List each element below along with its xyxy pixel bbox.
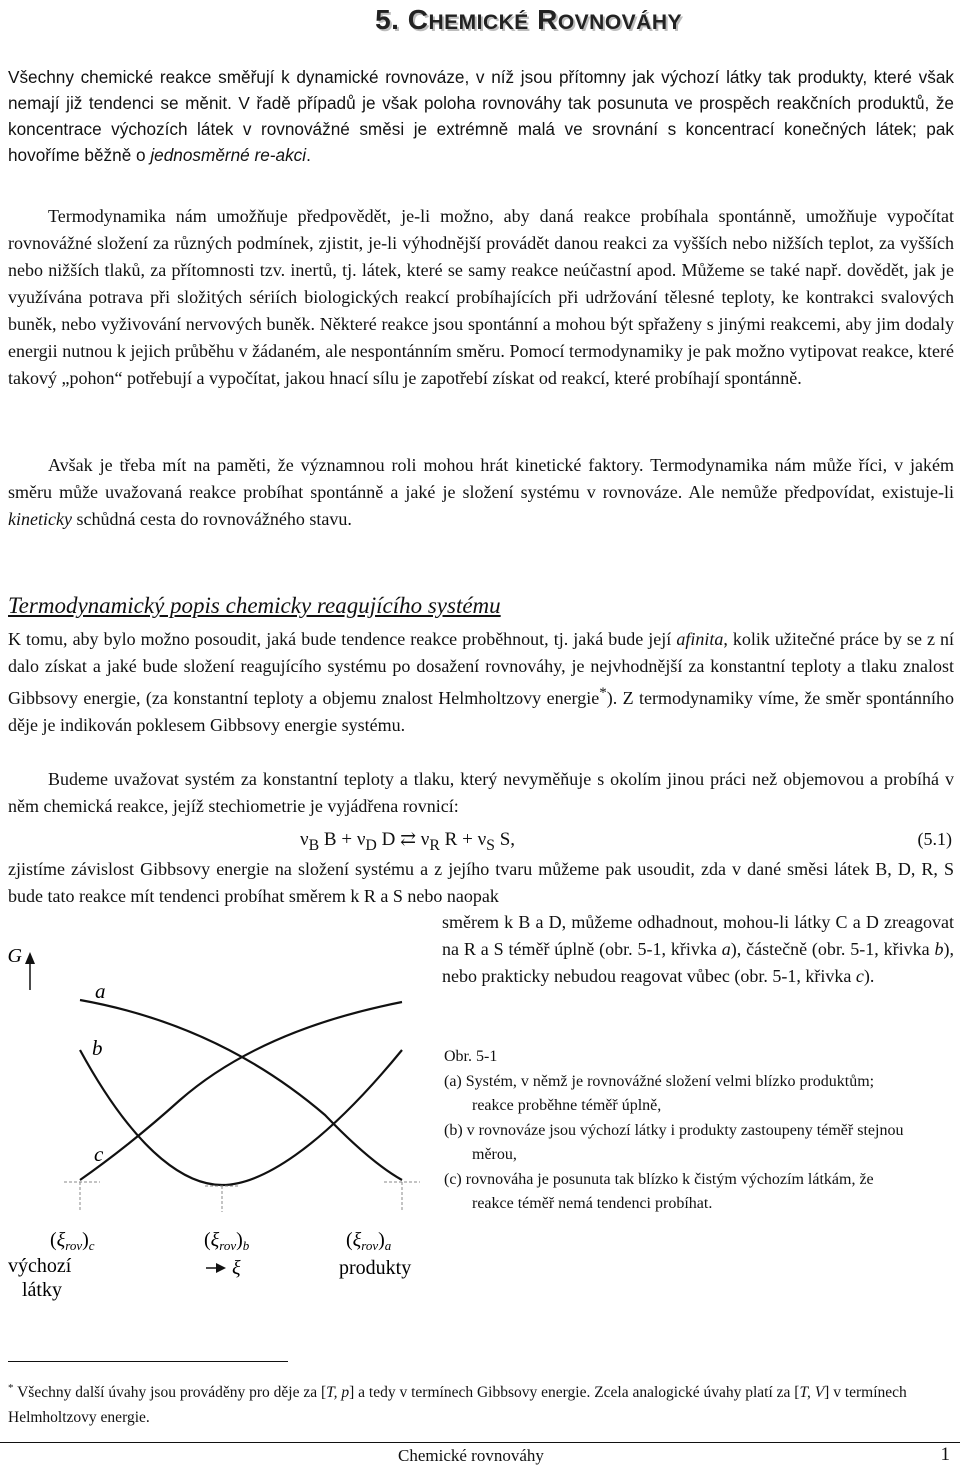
caption-title: Obr. 5-1 [444,1048,498,1065]
curve-a-label: a [95,979,106,1003]
chapter-title: 5. CHEMICKÉ ROVNOVÁHY [375,4,682,35]
section-heading: Termodynamický popis chemicky reagujícího systému [8,593,501,618]
xi-rov-c-label: $(\xi_{rov})_c$ [50,1229,95,1253]
paragraph-system: Budeme uvažovat systém za konstantní teploty a tlaku, který nevyměňuje s okolím jinou práci než objemovou a probíhá v něm chemická reakce, jejíž stechiometrie je vyjádřena rovnicí: [8,769,954,816]
curve-b [80,1050,402,1185]
page-number: 1 [940,1444,950,1465]
paragraph-affinity: K tomu, aby bylo možno posoudit, jaká bude tendence reakce proběhnout, tj. jaká bude její afinita, kolik užitečné práce by se z ní dalo získat a jaké bude složení reagujícího systému po dosažení rovnováhy, je nejvhodnější za konstantní teploty a tlaku znalost Gibbsovy energie, (za konstantní teploty a objemu znalost Helmholtzovy energie*). Z termodynamiky víme, že směr spontánního děje je indikován poklesem Gibbsovy energie systému. [8,629,954,735]
right-label: produkty [339,1257,412,1279]
xi-rov-a-label: $(\xi_{rov})_a$ [346,1229,392,1253]
footer-title: Chemické rovnováhy [398,1446,544,1465]
figure-caption [444,1045,904,1217]
y-axis-label: G [7,945,22,967]
curve-b-label: b [92,1036,103,1060]
footnote-marker: * [599,685,607,701]
gibbs-energy-figure [0,930,440,1310]
emphasis-term: jednosměrné re-akci [150,145,307,165]
x-axis-arrowhead [216,1263,226,1273]
curve-c-label: c [94,1142,104,1166]
curve-a [80,1000,402,1180]
caption-item: (a) Systém, v němž je rovnovážné složení velmi blízko produktům; reakce proběhne téměř úplně, [444,1072,875,1114]
left-label-line1: výchozí [8,1255,72,1277]
paragraph-curves: směrem k B a D, můžeme odhadnout, mohou-li látky C a D zreagovat na R a S téměř úplně (obr. 5-1, křivka a), částečně (obr. 5-1, křivka b), nebo prakticky nebudou reagovat vůbec (obr. 5-1, křivka c). [442,912,955,986]
caption-item: (c) rovnováha je posunuta tak blízko k čistým výchozím látkám, že reakce téměř nemá tendenci probíhat. [444,1170,874,1212]
footnote-divider [8,1361,288,1362]
intro-paragraph: Všechny chemické reakce směřují k dynamické rovnováze, v níž jsou přítomny jak výchozí látky tak produkty, které však nemají již tendenci se měnit. V řadě případů je však poloha rovnováhy tak posunuta ve prospěch reakčních produktů, že koncentrace výchozích látek v rovnovážné směsi je extrémně malá ve srovnání s koncentrací konečných látek; pak hovoříme běžně o jednosměrné re-akci. [8,67,954,165]
y-axis-arrowhead [25,952,35,964]
reaction-equation: $\nu_B$ $B + \nu_D$ D ⇄ $\nu_R$ $R + \nu_S$ S, [300,829,516,854]
xi-rov-b-label: $(\xi_{rov})_b$ [204,1229,250,1253]
paragraph-thermodynamics: Termodynamika nám umožňuje předpovědět, je-li možno, aby daná reakce probíhala spontánně, umožňuje vypočítat rovnovážné složení za různých podmínek, zjistit, je-li výhodnější provádět danou reakci za vyšších nebo nižších teplot, za vyšších nebo nižších tlaků, za přítomnosti tzv. inertů, tj. látek, které se samy reakce neúčastní apod. Můžeme se také např. dovědět, jak je využívána potrava při složitých sériích biologických reakcí probíhajících při udržování tělesné teploty, ke kontrakci svalových buněk, nebo vyživování nervových buněk. Některé reakce jsou spontánní a mohou být spřaženy s jinými reakcemi, aby jim dodaly energii nutnou k jejich průběhu v žádaném, ale nespontánním směru. Pomocí termodynamiky je pak možno vytipovat reakce, které takový „pohon“ potřebují a vypočítat, jakou hnací sílu je zapotřebí získat od reakcí, které probíhají spontánně. [8,206,954,388]
equilibrium-arrow-icon: ⇄ [400,829,416,850]
equation-number: (5.1) [917,829,952,849]
footer-divider [0,1442,960,1443]
footnote: * Všechny další úvahy jsou prováděny pro děje za [T, p] a tedy v termínech Gibbsovy energie. Zcela analogické úvahy platí za [T, V] v termínech Helmholtzovy energie. [8,1382,907,1427]
caption-item: (b) v rovnováze jsou výchozí látky i produkty zastoupeny téměř stejnou měrou, [444,1121,904,1163]
paragraph-dependence: zjistíme závislost Gibbsovy energie na složení systému a z jejího tvaru můžeme pak usoudit, zda v dané směsi látek B, D, R, S bude tato reakce mít tendenci probíhat směrem k R a S nebo naopak [8,859,954,906]
curve-c [80,1002,402,1180]
x-axis-label: ξ [232,1257,241,1279]
left-label-line2: látky [22,1279,62,1301]
paragraph-kinetics: Avšak je třeba mít na paměti, že významnou roli mohou hrát kinetické faktory. Termodynamika nám může říci, v jakém směru může uvažovaná reakce probíhat spontánně a jaké je složení systému v rovnováze. Ale nemůže předpovídat, existuje-li kineticky schůdná cesta do rovnovážného stavu. [8,455,954,529]
